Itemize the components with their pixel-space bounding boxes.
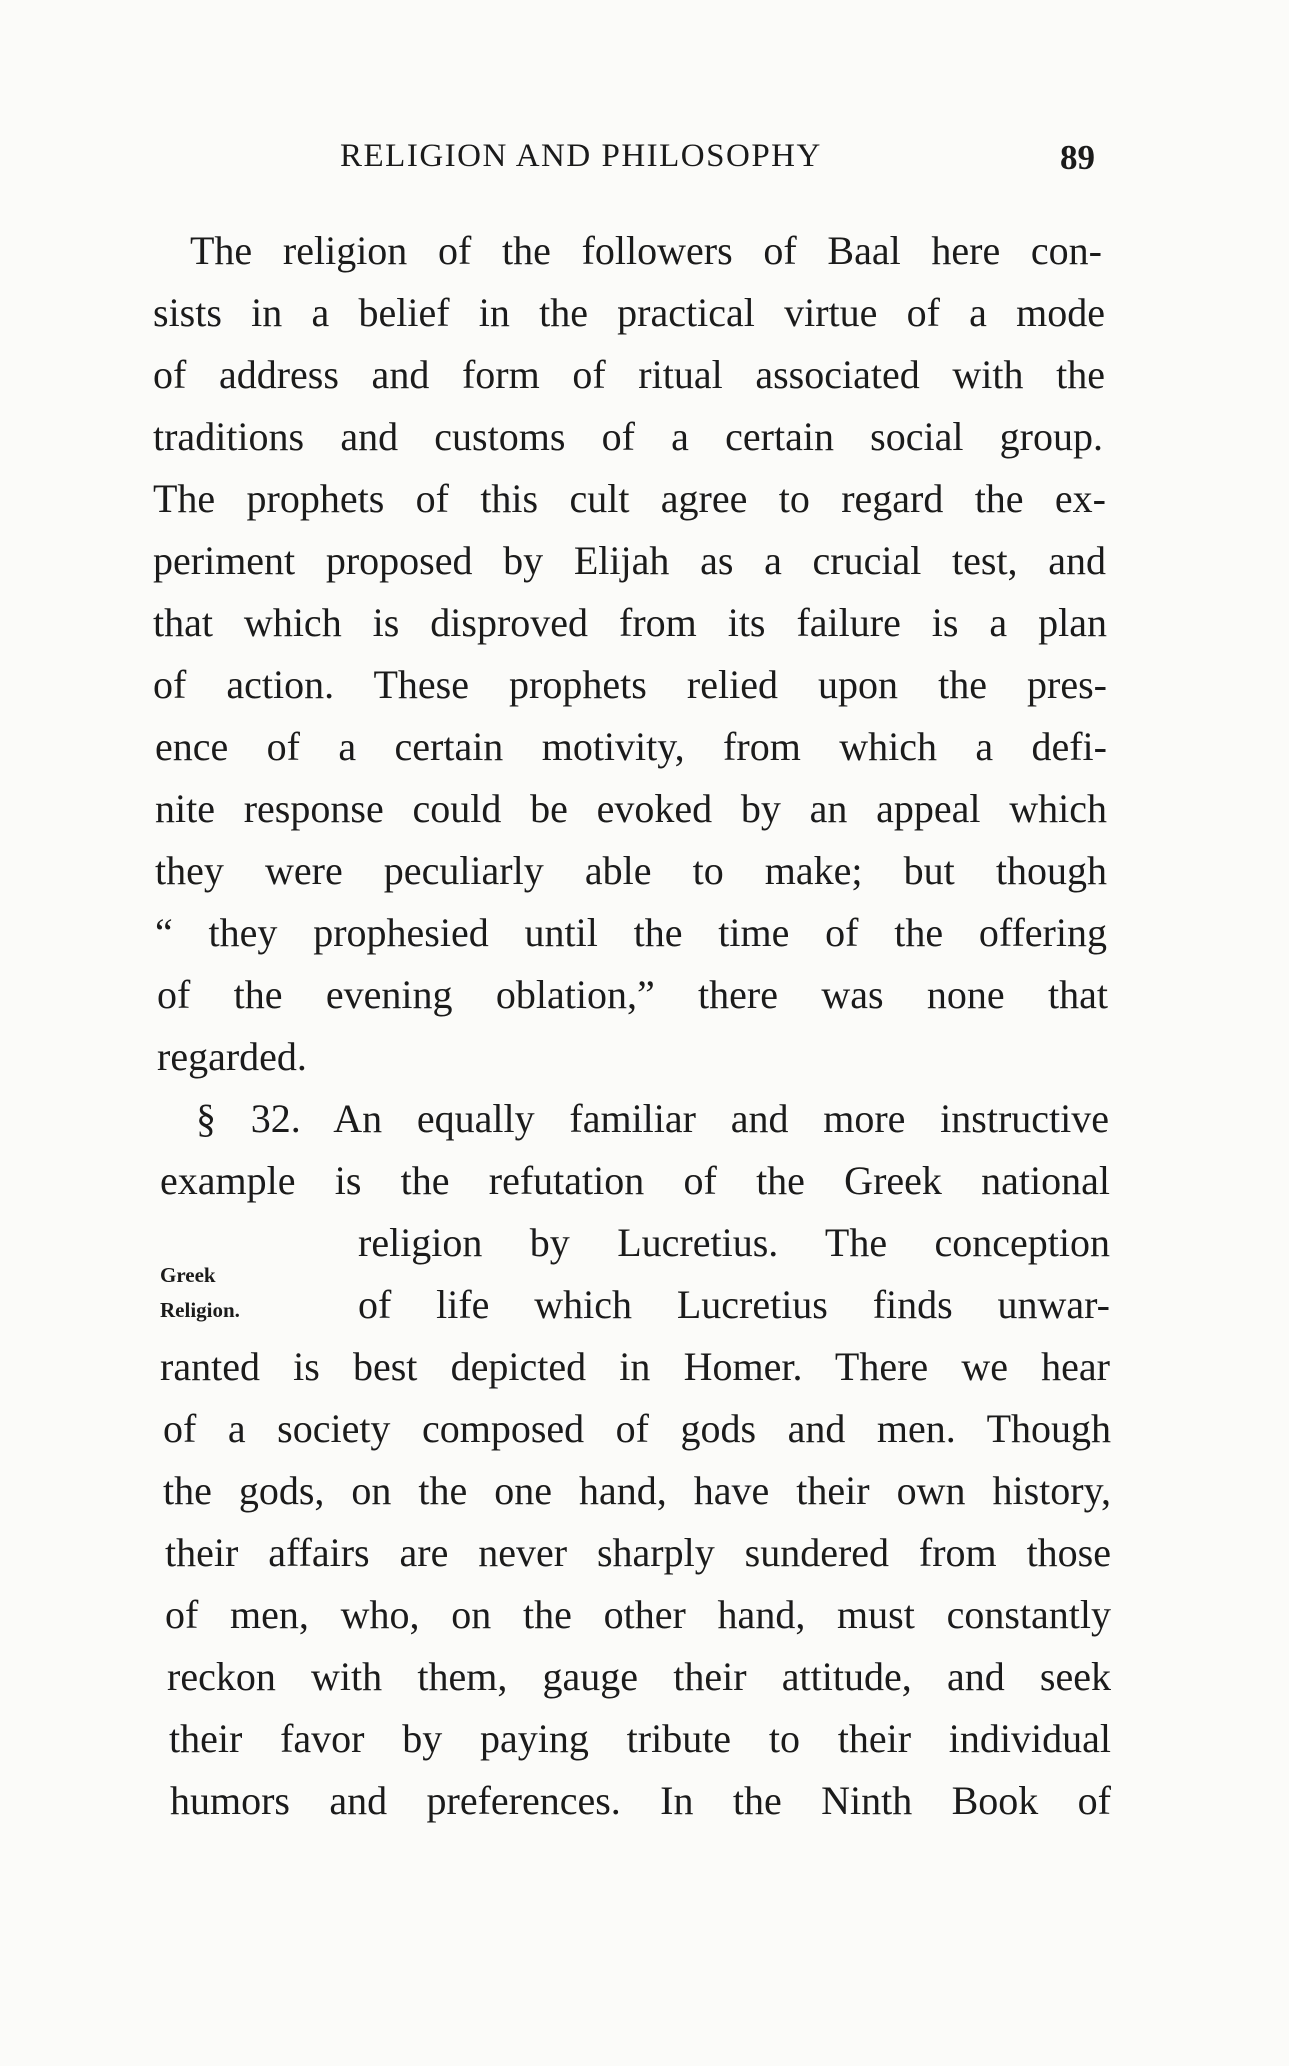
- text-line: that which is disproved from its failure is a plan: [153, 600, 1107, 645]
- text-line: sists in a belief in the practical virtue of a mode: [153, 290, 1105, 335]
- text-line: periment proposed by Elijah as a crucial test, and: [153, 538, 1106, 583]
- text-line: traditions and customs of a certain social group.: [153, 414, 1103, 459]
- text-line: of men, who, on the other hand, must constantly: [165, 1592, 1111, 1637]
- margin-note-line: Religion.: [160, 1298, 240, 1322]
- text-line: religion by Lucretius. The conception: [358, 1220, 1110, 1265]
- text-line: of the evening oblation,” there was none that: [157, 972, 1108, 1017]
- text-line: they were peculiarly able to make; but though: [155, 848, 1107, 893]
- text-line: of life which Lucretius finds unwar-: [358, 1282, 1110, 1327]
- running-title: RELIGION AND PHILOSOPHY: [340, 138, 822, 174]
- margin-note-line: Greek: [160, 1263, 216, 1287]
- text-line: humors and preferences. In the Ninth Book of: [170, 1778, 1111, 1823]
- text-line: ranted is best depicted in Homer. There we hear: [160, 1344, 1110, 1389]
- text-line: regarded.: [157, 1034, 307, 1079]
- text-line: their affairs are never sharply sundered from those: [165, 1530, 1111, 1575]
- text-line: the gods, on the one hand, have their own history,: [163, 1468, 1111, 1513]
- text-line: example is the refutation of the Greek national: [160, 1158, 1110, 1203]
- text-line: ence of a certain motivity, from which a defi-: [155, 724, 1107, 769]
- page-number: 89: [1060, 138, 1095, 177]
- text-line: The religion of the followers of Baal here con-: [190, 228, 1102, 273]
- text-line: “ they prophesied until the time of the offering: [155, 910, 1107, 955]
- text-line: of a society composed of gods and men. Though: [163, 1406, 1111, 1451]
- text-line: The prophets of this cult agree to regard the ex-: [153, 476, 1106, 521]
- text-line: § 32. An equally familiar and more instructive: [196, 1096, 1109, 1141]
- text-line: nite response could be evoked by an appeal which: [155, 786, 1107, 831]
- text-line: of action. These prophets relied upon the pres-: [153, 662, 1107, 707]
- text-line: of address and form of ritual associated with the: [153, 352, 1105, 397]
- text-line: reckon with them, gauge their attitude, and seek: [167, 1654, 1111, 1699]
- text-line: their favor by paying tribute to their individual: [169, 1716, 1111, 1761]
